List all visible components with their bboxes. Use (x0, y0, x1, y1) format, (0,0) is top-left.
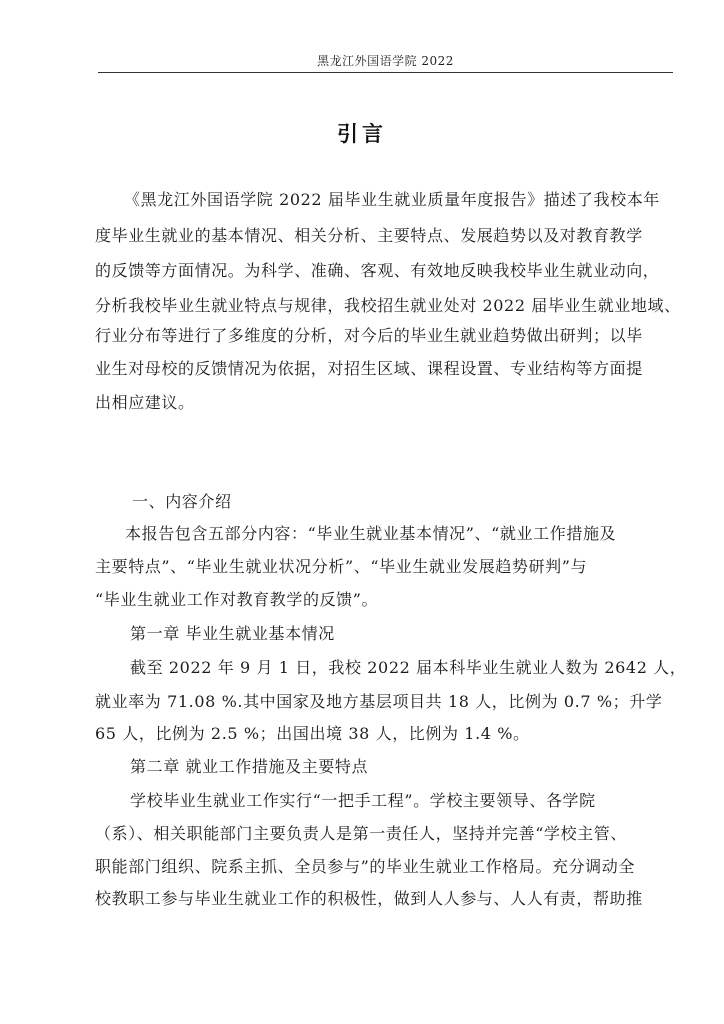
section-line: “毕业生就业工作对教育教学的反馈”。 (95, 590, 379, 609)
chapter-heading: 第一章 毕业生就业基本情况 (130, 624, 335, 643)
section-line: 主要特点”、“毕业生就业状况分析”、“毕业生就业发展趋势研判”与 (95, 557, 588, 576)
page-header: 黑龙江外国语学院 2022 (317, 54, 454, 68)
section-heading: 一、内容介绍 (132, 492, 232, 511)
chapter-line: 65 人，比例为 2.5 %；出国出境 38 人，比例为 1.4 %。 (95, 724, 530, 743)
chapter-line: 就业率为 71.08 %.其中国家及地方基层项目共 18 人，比例为 0.7 %；升学 (95, 692, 663, 711)
header-divider (98, 72, 673, 73)
chapter-line: 截至 2022 年 9 月 1 日，我校 2022 届本科毕业生就业人数为 2642 人， (130, 658, 687, 677)
intro-line: 出相应建议。 (95, 393, 195, 412)
intro-line: 行业分布等进行了多维度的分析，对今后的毕业生就业趋势做出研判；以毕 (95, 326, 643, 345)
intro-line: 业生对母校的反馈情况为依据，对招生区域、课程设置、专业结构等方面提 (95, 359, 643, 378)
chapter-line: 校教职工参与毕业生就业工作的积极性，做到人人参与、人人有责，帮助推 (95, 889, 643, 908)
intro-line: 《黑龙江外国语学院 2022 届毕业生就业质量年度报告》描述了我校本年 (124, 190, 660, 209)
chapter-heading: 第二章 就业工作措施及主要特点 (130, 757, 369, 776)
intro-line: 度毕业生就业的基本情况、相关分析、主要特点、发展趋势以及对教育教学 (95, 226, 643, 245)
intro-line: 分析我校毕业生就业特点与规律，我校招生就业处对 2022 届毕业生就业地域、 (95, 296, 681, 315)
intro-line: 的反馈等方面情况。为科学、准确、客观、有效地反映我校毕业生就业动向， (95, 261, 660, 280)
page-title: 引言 (337, 121, 387, 146)
chapter-line: 学校毕业生就业工作实行“一把手工程”。学校主要领导、各学院 (130, 791, 596, 810)
chapter-line: 职能部门组织、院系主抓、全员参与”的毕业生就业工作格局。充分调动全 (95, 857, 635, 876)
chapter-line: （系）、相关职能部门主要负责人是第一责任人，坚持并完善“学校主管、 (95, 824, 627, 843)
section-line: 本报告包含五部分内容：“毕业生就业基本情况”、“就业工作措施及 (125, 524, 617, 543)
